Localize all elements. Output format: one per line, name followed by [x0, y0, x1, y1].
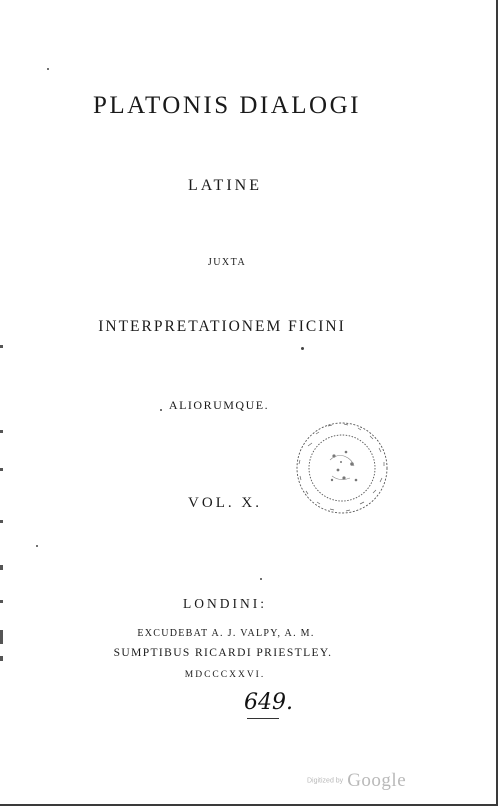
text-juxta: JUXTA	[207, 257, 247, 268]
handwritten-shelf-number: 649.	[244, 690, 293, 715]
text-interpretation: INTERPRETATIONEM FICINI	[98, 318, 346, 335]
handwritten-underline	[247, 718, 279, 719]
imprint-printer: EXCUDEBAT A. J. VALPY, A. M.	[137, 628, 315, 639]
digitized-watermark	[307, 770, 406, 792]
subtitle-latine: LATINE	[188, 177, 262, 194]
imprint-year: MDCCCXXVI.	[184, 670, 266, 680]
volume-number: VOL. X.	[188, 495, 262, 511]
book-title: PLATONIS DIALOGI	[92, 92, 361, 119]
ink-speck	[47, 68, 49, 70]
imprint-place: LONDINI:	[183, 596, 267, 611]
circular-library-stamp-icon	[294, 420, 390, 516]
imprint-sponsor: SUMPTIBUS RICARDI PRIESTLEY.	[113, 647, 333, 659]
ink-speck	[260, 578, 262, 580]
ink-speck	[301, 347, 304, 350]
watermark-prefix: Digitized by	[307, 777, 344, 785]
text-aliorum: ALIORUMQUE.	[168, 398, 270, 412]
ink-speck	[160, 409, 162, 411]
google-logo: Google	[347, 770, 407, 791]
ink-speck	[36, 545, 38, 547]
